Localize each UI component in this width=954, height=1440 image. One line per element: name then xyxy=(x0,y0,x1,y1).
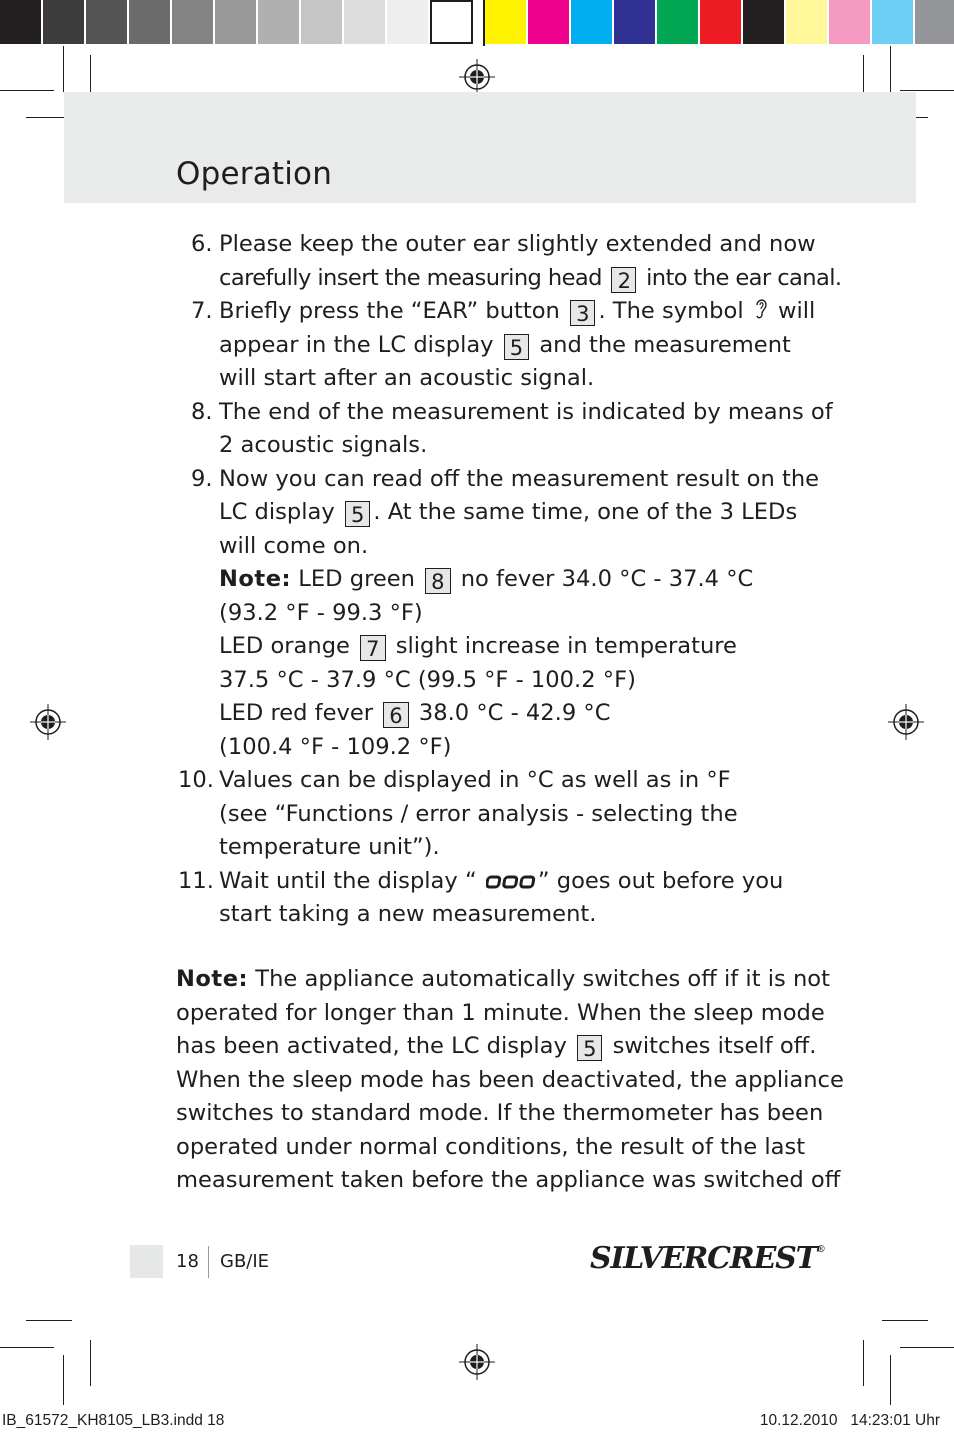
crop-mark xyxy=(63,1355,64,1405)
step-line xyxy=(219,496,796,530)
color-swatch xyxy=(743,0,786,44)
text-fragment: into the ear canal. xyxy=(646,264,842,291)
text-fragment: operated under normal conditions, the result of the last xyxy=(176,1133,806,1160)
text-fragment: Now you can read off the measurement result on the xyxy=(219,465,820,492)
text-fragment: will xyxy=(777,298,816,324)
text-fragment: LC display xyxy=(219,499,335,525)
text-fragment: The end of the measurement is indicated by means of xyxy=(219,398,833,425)
step-line xyxy=(219,831,796,865)
step-line xyxy=(219,898,796,932)
step-item xyxy=(176,228,842,295)
step-line xyxy=(219,295,816,329)
gray-swatch xyxy=(430,0,473,44)
text-fragment: When the sleep mode has been deactivated, the appliance xyxy=(176,1066,844,1093)
footer-divider xyxy=(208,1246,209,1278)
text-fragment: 38.0 °C - 42.9 °C xyxy=(418,700,611,726)
sleep-mode-note xyxy=(176,963,844,1198)
step-line xyxy=(219,530,796,564)
gray-swatch xyxy=(344,0,387,44)
registration-mark-icon xyxy=(887,703,925,741)
gray-calibration-bar xyxy=(0,0,473,46)
step-line xyxy=(219,329,796,363)
text-fragment: Wait until the display “ xyxy=(219,867,477,894)
gray-swatch xyxy=(129,0,172,44)
step-number: 7. xyxy=(191,298,213,324)
text-fragment: will start after an acoustic signal. xyxy=(219,365,595,391)
page-title: Operation xyxy=(176,156,333,192)
text-fragment: 2 acoustic signals. xyxy=(219,432,428,458)
text-fragment: LED green xyxy=(298,566,415,592)
note-line xyxy=(176,963,830,997)
crop-mark xyxy=(863,1340,864,1386)
crop-mark xyxy=(890,46,891,92)
brand-logo xyxy=(590,1241,825,1276)
step-item xyxy=(176,463,820,765)
part-reference-number: 5 xyxy=(577,1035,602,1061)
step-line xyxy=(219,563,796,597)
step-number: 6. xyxy=(191,231,213,257)
text-fragment: has been activated, the LC display xyxy=(176,1033,567,1059)
note-line xyxy=(176,1164,841,1198)
text-fragment: switches to standard mode. If the thermometer has been xyxy=(176,1100,824,1126)
step-line xyxy=(219,764,796,798)
step-line xyxy=(219,262,842,296)
color-swatch xyxy=(829,0,872,44)
text-fragment: (see “Functions / error analysis - selecting the xyxy=(219,800,738,827)
gray-swatch xyxy=(258,0,301,44)
text-fragment: LED orange xyxy=(219,633,350,659)
step-item xyxy=(176,396,833,463)
color-swatch xyxy=(528,0,571,44)
gray-swatch xyxy=(86,0,129,44)
step-item xyxy=(176,865,796,932)
step-line xyxy=(219,362,796,396)
note-line xyxy=(176,997,825,1031)
text-fragment: (100.4 °F - 109.2 °F) xyxy=(219,733,452,760)
registration-mark-icon xyxy=(29,703,67,741)
step-line xyxy=(219,429,796,463)
text-fragment: switches itself off. xyxy=(612,1033,817,1059)
ear-icon xyxy=(753,296,769,322)
note-line xyxy=(176,1097,824,1131)
part-reference-number: 3 xyxy=(570,300,595,326)
text-fragment: carefully insert the measuring head xyxy=(219,264,602,291)
step-item xyxy=(176,764,796,865)
color-swatch xyxy=(872,0,915,44)
text-fragment: no fever 34.0 °C - 37.4 °C xyxy=(460,566,754,592)
text-fragment: measurement taken before the appliance was switched off xyxy=(176,1167,841,1193)
step-line xyxy=(219,396,833,430)
gray-swatch xyxy=(301,0,344,44)
text-fragment: will come on. xyxy=(219,532,369,559)
color-calibration-bar xyxy=(483,0,954,46)
text-fragment: Values can be displayed in °C as well as in °F xyxy=(219,767,731,793)
step-number: 10. xyxy=(178,767,214,793)
text-fragment: 37.5 °C - 37.9 °C (99.5 °F - 100.2 °F) xyxy=(219,666,636,693)
part-reference-number: 5 xyxy=(345,501,370,527)
color-swatch xyxy=(571,0,614,44)
gray-swatch xyxy=(215,0,258,44)
color-swatch xyxy=(700,0,743,44)
registration-mark-icon xyxy=(458,1343,496,1381)
note-label: Note: xyxy=(219,566,292,592)
step-line xyxy=(219,697,796,731)
step-line xyxy=(219,664,796,698)
text-fragment: ” goes out before you xyxy=(537,867,784,894)
locale-label: GB/IE xyxy=(220,1251,270,1272)
note-line xyxy=(176,1030,817,1064)
slug-timestamp: 10.12.2010 14:23:01 Uhr xyxy=(759,1412,940,1429)
step-line xyxy=(219,597,796,631)
step-item xyxy=(176,295,816,396)
note-line xyxy=(176,1131,806,1165)
text-fragment: and the measurement xyxy=(539,331,791,358)
text-fragment: temperature unit”). xyxy=(219,834,440,860)
color-swatch xyxy=(915,0,954,44)
ooo-display-icon xyxy=(486,872,536,892)
slug-file-name: IB_61572_KH8105_LB3.indd 18 xyxy=(2,1412,225,1429)
step-number: 11. xyxy=(178,867,214,894)
operation-steps-list xyxy=(176,228,842,932)
crop-mark xyxy=(0,1347,54,1348)
text-fragment: slight increase in temperature xyxy=(395,633,737,659)
text-fragment: start taking a new measurement. xyxy=(219,901,597,927)
crop-mark xyxy=(890,1355,891,1405)
brand-registered-mark: ® xyxy=(816,1245,825,1255)
crop-mark xyxy=(900,1347,954,1348)
crop-mark xyxy=(26,1320,72,1321)
text-fragment: operated for longer than 1 minute. When the sleep mode xyxy=(176,999,825,1026)
gray-swatch xyxy=(43,0,86,44)
step-number: 9. xyxy=(191,465,213,492)
footer-tab xyxy=(130,1245,163,1278)
page-number: 18 xyxy=(176,1251,199,1272)
part-reference-number: 7 xyxy=(360,635,385,661)
part-reference-number: 8 xyxy=(425,568,450,594)
step-line xyxy=(219,463,820,497)
note-line xyxy=(176,1064,844,1098)
part-reference-number: 2 xyxy=(611,267,636,293)
step-line xyxy=(219,228,816,262)
text-fragment: (93.2 °F - 99.3 °F) xyxy=(219,599,423,626)
gray-swatch xyxy=(0,0,43,44)
crop-mark xyxy=(0,90,54,91)
gray-swatch xyxy=(172,0,215,44)
text-fragment: LED red fever xyxy=(219,700,374,726)
text-fragment: Briefly press the “EAR” button xyxy=(219,298,560,324)
color-swatch xyxy=(657,0,700,44)
gray-swatch xyxy=(387,0,430,44)
part-reference-number: 5 xyxy=(504,334,529,360)
step-line xyxy=(219,731,796,765)
text-fragment: . At the same time, one of the 3 LEDs xyxy=(373,499,798,525)
note-label: Note: xyxy=(176,966,249,992)
crop-mark xyxy=(90,1340,91,1386)
registration-mark-icon xyxy=(458,58,496,96)
crop-mark xyxy=(900,90,954,91)
step-number: 8. xyxy=(191,398,213,425)
step-line xyxy=(219,630,796,664)
text-fragment: . The symbol xyxy=(598,298,744,324)
text-fragment: The appliance automatically switches off if it is not xyxy=(255,966,830,992)
crop-mark xyxy=(882,1320,928,1321)
text-fragment: Please keep the outer ear slightly extended and now xyxy=(219,231,816,257)
part-reference-number: 6 xyxy=(383,702,408,728)
brand-name: SILVERCREST xyxy=(590,1241,817,1276)
text-fragment: appear in the LC display xyxy=(219,331,494,358)
color-swatch xyxy=(485,0,528,44)
color-swatch xyxy=(786,0,829,44)
step-line xyxy=(219,798,796,832)
color-swatch xyxy=(614,0,657,44)
crop-mark xyxy=(63,46,64,92)
step-line xyxy=(219,865,796,899)
